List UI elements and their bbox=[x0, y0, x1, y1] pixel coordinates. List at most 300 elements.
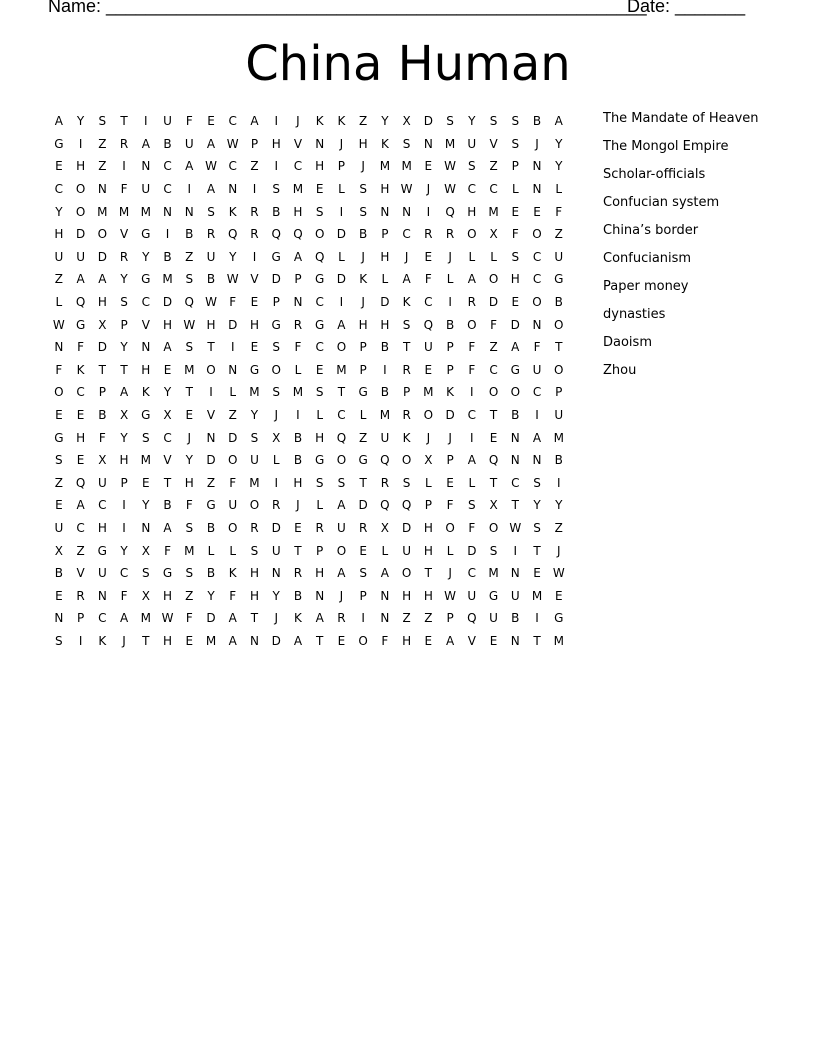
grid-letter: I bbox=[535, 611, 539, 626]
grid-letter: C bbox=[228, 159, 237, 174]
grid-letter: S bbox=[250, 543, 259, 558]
grid-letter: O bbox=[336, 340, 347, 355]
grid-letter: Z bbox=[489, 340, 498, 355]
grid-letter: N bbox=[380, 204, 390, 219]
grid-letter: S bbox=[533, 520, 541, 535]
grid-letter: A bbox=[467, 272, 476, 287]
grid-letter: T bbox=[489, 475, 498, 490]
grid-letter: S bbox=[272, 182, 281, 197]
grid-letter: N bbox=[315, 136, 325, 151]
grid-letter: H bbox=[293, 475, 303, 490]
grid-letter: B bbox=[163, 136, 172, 151]
grid-letter: O bbox=[358, 633, 368, 648]
grid-letter: X bbox=[54, 543, 63, 558]
grid-letter: X bbox=[98, 453, 107, 468]
grid-letter: Q bbox=[293, 227, 303, 242]
grid-letter: O bbox=[271, 362, 281, 377]
grid-letter: I bbox=[470, 430, 474, 445]
grid-letter: S bbox=[141, 566, 150, 581]
grid-letter: W bbox=[161, 611, 174, 626]
grid-row bbox=[48, 630, 570, 653]
grid-letter: S bbox=[185, 272, 194, 287]
grid-letter: C bbox=[532, 249, 542, 264]
grid-letter: T bbox=[402, 340, 411, 355]
grid-letter: T bbox=[294, 543, 302, 558]
grid-letter: D bbox=[510, 317, 520, 332]
grid-letter: W bbox=[400, 182, 413, 197]
grid-letter: M bbox=[444, 136, 456, 151]
grid-letter: F bbox=[446, 498, 454, 513]
grid-letter: H bbox=[380, 182, 390, 197]
grid-letter: Y bbox=[272, 588, 280, 603]
grid-letter: Z bbox=[402, 611, 411, 626]
grid-letter: S bbox=[120, 295, 128, 310]
grid-letter: C bbox=[54, 182, 64, 197]
grid-letter: E bbox=[185, 633, 194, 648]
grid-letter: N bbox=[510, 633, 520, 648]
grid-letter: I bbox=[274, 475, 278, 490]
grid-letter: X bbox=[98, 317, 107, 332]
grid-letter: T bbox=[142, 633, 150, 648]
grid-letter: H bbox=[510, 272, 520, 287]
grid-letter: B bbox=[293, 430, 303, 445]
grid-letter: F bbox=[468, 362, 476, 377]
grid-letter: R bbox=[250, 520, 259, 535]
grid-letter: C bbox=[293, 159, 303, 174]
grid-letter: N bbox=[249, 633, 259, 648]
grid-letter: A bbox=[141, 136, 150, 151]
word-list-item: Zhou bbox=[603, 363, 637, 378]
grid-letter: P bbox=[120, 475, 128, 490]
grid-letter: K bbox=[76, 362, 85, 377]
grid-letter: V bbox=[467, 633, 476, 648]
grid-letter: O bbox=[336, 543, 347, 558]
grid-letter: U bbox=[402, 543, 412, 558]
grid-letter: Q bbox=[423, 317, 434, 332]
grid-letter: I bbox=[230, 340, 235, 355]
grid-letter: X bbox=[489, 227, 498, 242]
grid-letter: O bbox=[445, 520, 455, 535]
grid-letter: C bbox=[76, 520, 85, 535]
grid-letter: N bbox=[532, 159, 542, 174]
grid-letter: B bbox=[445, 317, 455, 332]
grid-letter: L bbox=[229, 543, 237, 558]
grid-letter: Q bbox=[75, 475, 86, 490]
grid-letter: D bbox=[401, 520, 412, 535]
grid-letter: W bbox=[226, 136, 239, 151]
grid-letter: E bbox=[55, 588, 63, 603]
grid-letter: O bbox=[467, 317, 477, 332]
grid-letter: S bbox=[185, 566, 194, 581]
grid-letter: U bbox=[184, 136, 194, 151]
grid-letter: S bbox=[489, 114, 498, 129]
grid-letter: J bbox=[448, 249, 452, 264]
grid-letter: Z bbox=[424, 611, 433, 626]
grid-letter: Q bbox=[314, 249, 325, 264]
grid-letter: A bbox=[337, 317, 346, 332]
grid-letter: G bbox=[141, 408, 151, 423]
word-list-item: Daoism bbox=[603, 335, 652, 350]
grid-letter: U bbox=[141, 182, 151, 197]
grid-letter: Z bbox=[98, 159, 107, 174]
grid-letter: U bbox=[532, 362, 542, 377]
grid-letter: U bbox=[250, 453, 259, 468]
grid-row bbox=[48, 449, 570, 472]
grid-letter: N bbox=[380, 611, 390, 626]
grid-letter: A bbox=[337, 498, 346, 513]
grid-letter: E bbox=[511, 204, 520, 219]
grid-letter: Z bbox=[228, 408, 237, 423]
grid-letter: F bbox=[164, 543, 171, 558]
grid-letter: P bbox=[555, 385, 563, 400]
grid-letter: M bbox=[292, 385, 304, 400]
grid-letter: W bbox=[205, 295, 217, 310]
grid-letter: D bbox=[228, 317, 238, 332]
grid-letter: R bbox=[206, 227, 216, 242]
grid-letter: D bbox=[206, 453, 216, 468]
grid-letter: Q bbox=[336, 430, 347, 445]
grid-letter: A bbox=[119, 385, 129, 400]
grid-letter: S bbox=[55, 453, 63, 468]
grid-letter: E bbox=[163, 362, 172, 377]
grid-letter: H bbox=[358, 136, 368, 151]
grid-letter: R bbox=[467, 295, 476, 310]
grid-letter: M bbox=[292, 182, 304, 197]
grid-letter: M bbox=[553, 633, 564, 648]
grid-letter: P bbox=[381, 227, 389, 242]
grid-letter: H bbox=[293, 204, 303, 219]
grid-letter: D bbox=[423, 114, 433, 129]
grid-letter: P bbox=[359, 362, 367, 377]
grid-letter: U bbox=[467, 588, 477, 603]
grid-letter: F bbox=[185, 498, 193, 513]
grid-letter: S bbox=[402, 475, 411, 490]
grid-letter: N bbox=[510, 566, 520, 581]
grid-letter: O bbox=[228, 453, 238, 468]
grid-letter: S bbox=[55, 633, 63, 648]
grid-letter: D bbox=[228, 430, 238, 445]
grid-letter: U bbox=[54, 520, 64, 535]
grid-letter: J bbox=[556, 543, 561, 558]
grid-letter: S bbox=[359, 204, 367, 219]
grid-letter: L bbox=[490, 249, 497, 264]
grid-letter: U bbox=[489, 611, 498, 626]
grid-row bbox=[48, 313, 570, 336]
grid-letter: K bbox=[402, 430, 411, 445]
grid-letter: C bbox=[76, 385, 85, 400]
grid-letter: Q bbox=[401, 498, 412, 513]
grid-letter: A bbox=[206, 182, 216, 197]
grid-letter: I bbox=[252, 182, 257, 197]
grid-letter: Y bbox=[120, 543, 128, 558]
grid-letter: M bbox=[140, 611, 151, 626]
grid-letter: K bbox=[380, 136, 389, 151]
grid-letter: G bbox=[249, 362, 260, 377]
grid-letter: I bbox=[556, 475, 561, 490]
grid-letter: T bbox=[185, 385, 193, 400]
grid-row bbox=[48, 381, 570, 404]
grid-letter: B bbox=[293, 588, 303, 603]
grid-letter: P bbox=[294, 272, 302, 287]
grid-letter: S bbox=[207, 204, 215, 219]
grid-letter: X bbox=[119, 408, 129, 423]
grid-letter: E bbox=[489, 430, 498, 445]
grid-letter: K bbox=[315, 114, 324, 129]
grid-letter: K bbox=[359, 272, 368, 287]
grid-letter: T bbox=[250, 611, 259, 626]
grid-letter: R bbox=[76, 588, 85, 603]
grid-letter: P bbox=[316, 543, 324, 558]
grid-letter: H bbox=[380, 317, 390, 332]
grid-letter: A bbox=[511, 340, 520, 355]
grid-letter: I bbox=[339, 295, 344, 310]
grid-row bbox=[48, 584, 570, 607]
grid-letter: M bbox=[184, 543, 195, 558]
grid-letter: U bbox=[163, 114, 172, 129]
grid-letter: B bbox=[272, 204, 281, 219]
grid-letter: Y bbox=[207, 588, 215, 603]
grid-letter: C bbox=[98, 498, 107, 513]
grid-letter: A bbox=[380, 566, 389, 581]
grid-letter: S bbox=[402, 136, 411, 151]
grid-letter: F bbox=[294, 340, 302, 355]
grid-letter: T bbox=[555, 340, 563, 355]
grid-letter: A bbox=[54, 114, 63, 129]
grid-letter: L bbox=[359, 408, 367, 423]
grid-letter: L bbox=[55, 295, 63, 310]
grid-letter: A bbox=[206, 136, 216, 151]
grid-letter: A bbox=[98, 272, 107, 287]
grid-letter: W bbox=[444, 159, 457, 174]
grid-letter: P bbox=[424, 498, 432, 513]
grid-letter: F bbox=[98, 430, 106, 445]
grid-letter: E bbox=[207, 114, 215, 129]
grid-letter: E bbox=[185, 408, 194, 423]
grid-letter: F bbox=[533, 340, 541, 355]
grid-letter: J bbox=[296, 498, 300, 513]
grid-letter: G bbox=[206, 498, 216, 513]
grid-letter: P bbox=[511, 159, 519, 174]
grid-letter: Z bbox=[54, 272, 63, 287]
grid-letter: J bbox=[361, 159, 365, 174]
grid-letter: R bbox=[380, 475, 390, 490]
page-title: China Human bbox=[245, 36, 571, 92]
grid-letter: U bbox=[54, 249, 64, 264]
grid-letter: V bbox=[206, 408, 216, 423]
grid-letter: H bbox=[163, 633, 173, 648]
grid-letter: E bbox=[424, 633, 433, 648]
grid-letter: F bbox=[555, 204, 563, 219]
grid-row bbox=[48, 133, 570, 156]
grid-letter: B bbox=[206, 566, 216, 581]
grid-letter: O bbox=[75, 204, 86, 219]
grid-letter: Q bbox=[380, 498, 390, 513]
grid-letter: E bbox=[55, 498, 63, 513]
grid-letter: P bbox=[402, 385, 411, 400]
grid-letter: B bbox=[185, 227, 194, 242]
grid-letter: T bbox=[511, 498, 519, 513]
grid-letter: G bbox=[358, 385, 368, 400]
grid-letter: J bbox=[535, 136, 539, 151]
grid-letter: Z bbox=[76, 543, 85, 558]
grid-letter: E bbox=[424, 159, 433, 174]
grid-letter: D bbox=[445, 408, 455, 423]
grid-letter: J bbox=[361, 295, 365, 310]
grid-letter: N bbox=[184, 204, 194, 219]
grid-letter: S bbox=[98, 114, 107, 129]
grid-letter: I bbox=[78, 136, 83, 151]
grid-letter: X bbox=[380, 520, 389, 535]
grid-letter: X bbox=[402, 114, 411, 129]
grid-letter: C bbox=[424, 295, 433, 310]
grid-letter: Y bbox=[381, 114, 389, 129]
grid-letter: U bbox=[467, 136, 477, 151]
grid-letter: S bbox=[533, 475, 541, 490]
grid-letter: B bbox=[98, 408, 107, 423]
grid-letter: D bbox=[271, 272, 281, 287]
grid-letter: T bbox=[337, 385, 346, 400]
grid-letter: Q bbox=[467, 611, 477, 626]
grid-letter: I bbox=[274, 114, 278, 129]
grid-letter: A bbox=[445, 633, 455, 648]
grid-letter: L bbox=[316, 408, 324, 423]
grid-letter: J bbox=[122, 633, 126, 648]
grid-letter: G bbox=[315, 272, 325, 287]
grid-letter: I bbox=[470, 385, 474, 400]
grid-letter: D bbox=[467, 543, 477, 558]
grid-letter: B bbox=[554, 295, 563, 310]
name-field-label[interactable]: Name: ______________________________________________________ bbox=[48, 0, 647, 16]
grid-letter: E bbox=[142, 475, 150, 490]
grid-letter: I bbox=[252, 249, 257, 264]
grid-row bbox=[48, 336, 570, 359]
grid-letter: R bbox=[402, 408, 411, 423]
grid-letter: O bbox=[228, 520, 238, 535]
grid-letter: G bbox=[54, 430, 64, 445]
grid-letter: H bbox=[97, 295, 107, 310]
grid-letter: N bbox=[206, 430, 216, 445]
grid-letter: X bbox=[489, 498, 498, 513]
grid-letter: Z bbox=[54, 475, 63, 490]
grid-letter: U bbox=[206, 249, 216, 264]
grid-letter: P bbox=[337, 159, 346, 174]
grid-letter: H bbox=[249, 317, 259, 332]
grid-letter: J bbox=[274, 611, 278, 626]
grid-letter: A bbox=[228, 611, 237, 626]
grid-letter: T bbox=[120, 114, 128, 129]
grid-letter: G bbox=[315, 317, 325, 332]
grid-letter: H bbox=[271, 136, 281, 151]
grid-letter: L bbox=[468, 249, 476, 264]
grid-letter: O bbox=[467, 227, 477, 242]
grid-letter: K bbox=[228, 566, 237, 581]
grid-letter: Z bbox=[250, 159, 259, 174]
grid-letter: C bbox=[337, 408, 346, 423]
grid-letter: M bbox=[118, 204, 130, 219]
grid-letter: V bbox=[250, 272, 259, 287]
grid-letter: F bbox=[468, 520, 476, 535]
grid-letter: Q bbox=[380, 453, 390, 468]
word-list-item: dynasties bbox=[603, 307, 666, 322]
grid-letter: C bbox=[228, 114, 237, 129]
grid-letter: G bbox=[315, 453, 325, 468]
grid-letter: C bbox=[98, 611, 107, 626]
grid-letter: O bbox=[54, 385, 64, 400]
grid-row bbox=[48, 200, 570, 223]
grid-letter: E bbox=[424, 249, 433, 264]
grid-row bbox=[48, 404, 570, 427]
grid-letter: D bbox=[358, 498, 368, 513]
grid-letter: B bbox=[554, 453, 563, 468]
grid-letter: S bbox=[511, 136, 520, 151]
grid-letter: L bbox=[555, 182, 563, 197]
grid-letter: N bbox=[293, 295, 303, 310]
grid-letter: U bbox=[554, 408, 564, 423]
grid-letter: Z bbox=[98, 136, 107, 151]
grid-letter: D bbox=[488, 295, 499, 310]
grid-letter: R bbox=[424, 227, 433, 242]
grid-letter: C bbox=[141, 295, 150, 310]
grid-letter: M bbox=[401, 159, 412, 174]
grid-letter: M bbox=[379, 408, 391, 423]
grid-letter: C bbox=[511, 475, 520, 490]
grid-letter: M bbox=[162, 272, 173, 287]
grid-letter: B bbox=[532, 114, 542, 129]
grid-letter: S bbox=[489, 543, 498, 558]
grid-letter: S bbox=[337, 475, 346, 490]
grid-letter: I bbox=[383, 362, 387, 377]
grid-letter: J bbox=[426, 182, 431, 197]
grid-letter: N bbox=[510, 430, 520, 445]
grid-letter: F bbox=[120, 588, 128, 603]
grid-letter: Z bbox=[206, 475, 216, 490]
grid-letter: W bbox=[226, 272, 239, 287]
grid-letter: Q bbox=[184, 295, 194, 310]
grid-letter: Y bbox=[468, 114, 476, 129]
grid-letter: B bbox=[206, 520, 216, 535]
grid-letter: Q bbox=[228, 227, 238, 242]
grid-letter: H bbox=[249, 566, 259, 581]
grid-letter: U bbox=[228, 498, 238, 513]
grid-letter: I bbox=[339, 204, 344, 219]
grid-letter: P bbox=[272, 295, 280, 310]
grid-letter: G bbox=[75, 317, 86, 332]
grid-letter: C bbox=[489, 362, 498, 377]
grid-letter: O bbox=[314, 227, 325, 242]
grid-letter: G bbox=[141, 272, 151, 287]
grid-letter: P bbox=[98, 385, 106, 400]
grid-letter: N bbox=[271, 566, 281, 581]
grid-letter: F bbox=[511, 227, 519, 242]
grid-letter: V bbox=[119, 227, 129, 242]
grid-letter: Z bbox=[489, 159, 498, 174]
grid-letter: I bbox=[122, 159, 126, 174]
grid-letter: I bbox=[296, 408, 300, 423]
grid-letter: W bbox=[552, 566, 565, 581]
grid-letter: A bbox=[228, 633, 237, 648]
grid-letter: L bbox=[207, 543, 215, 558]
grid-letter: M bbox=[488, 566, 499, 581]
grid-letter: F bbox=[490, 317, 497, 332]
grid-letter: J bbox=[274, 408, 278, 423]
date-field-label[interactable]: Date: _______ bbox=[627, 0, 746, 16]
grid-letter: R bbox=[250, 227, 259, 242]
grid-letter: I bbox=[274, 159, 278, 174]
grid-letter: W bbox=[205, 159, 217, 174]
grid-letter: J bbox=[339, 136, 344, 151]
grid-letter: Z bbox=[359, 430, 368, 445]
grid-row bbox=[48, 178, 570, 201]
